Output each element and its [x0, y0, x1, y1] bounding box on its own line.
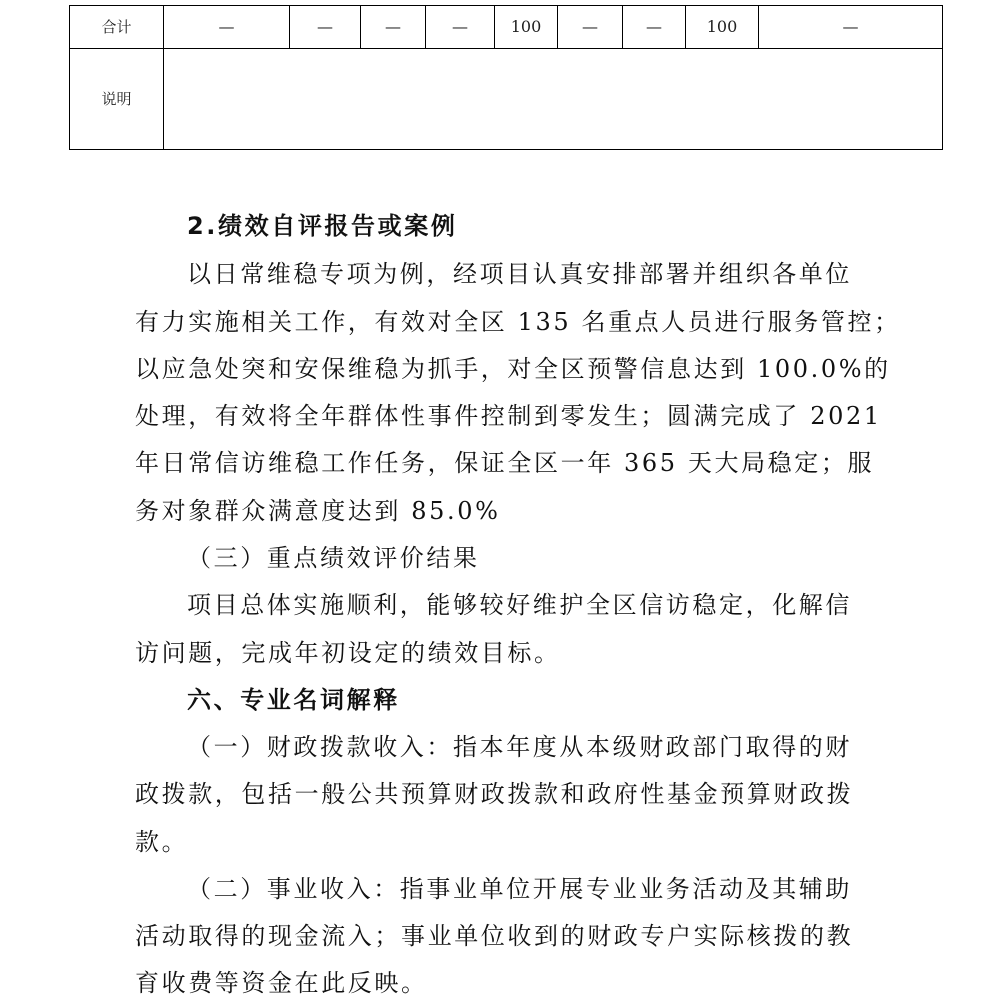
total-cell: — [218, 17, 235, 36]
paragraph-line: 政拨款，包括一般公共预算财政拨款和政府性基金预算财政拨 [135, 780, 854, 808]
total-cell: 100 [706, 17, 738, 36]
summary-table [69, 5, 943, 150]
paragraph-line: 有力实施相关工作，有效对全区 135 名重点人员进行服务管控； [135, 308, 901, 336]
total-cell: 100 [510, 17, 542, 36]
paragraph-line: 款。 [135, 828, 189, 856]
total-row-label: 合计 [101, 18, 132, 36]
note-cell [164, 49, 942, 149]
paragraph-line: 以应急处突和安保维稳为抓手，对全区预警信息达到 100.0%的 [135, 355, 891, 383]
note-row-label: 说明 [101, 90, 132, 108]
section-heading: 六、专业名词解释 [187, 686, 400, 714]
paragraph-line: 年日常信访维稳工作任务，保证全区一年 365 天大局稳定；服 [135, 449, 875, 477]
paragraph-line: 访问题，完成年初设定的绩效目标。 [135, 639, 561, 667]
paragraph-line: 活动取得的现金流入；事业单位收到的财政专户实际核拨的教 [135, 922, 854, 950]
section-heading: （三）重点绩效评价结果 [187, 544, 480, 572]
paragraph-line: 项目总体实施顺利，能够较好维护全区信访稳定，化解信 [187, 591, 852, 619]
paragraph-line: 务对象群众满意度达到 85.0% [135, 497, 501, 525]
total-cell: — [646, 17, 662, 36]
paragraph-line: 育收费等资金在此反映。 [135, 969, 428, 997]
paragraph-line: 处理，有效将全年群体性事件控制到零发生；圆满完成了 2021 [135, 402, 882, 430]
total-cell: — [452, 17, 468, 36]
total-cell: — [582, 17, 598, 36]
section-heading: 2.绩效自评报告或案例 [187, 212, 458, 240]
total-cell: — [317, 17, 333, 36]
total-cell: — [385, 17, 401, 36]
paragraph-line: （一）财政拨款收入：指本年度从本级财政部门取得的财 [187, 733, 852, 761]
total-cell: — [842, 17, 859, 36]
paragraph-line: 以日常维稳专项为例，经项目认真安排部署并组织各单位 [187, 260, 852, 288]
paragraph-line: （二）事业收入：指事业单位开展专业业务活动及其辅助 [187, 875, 852, 903]
